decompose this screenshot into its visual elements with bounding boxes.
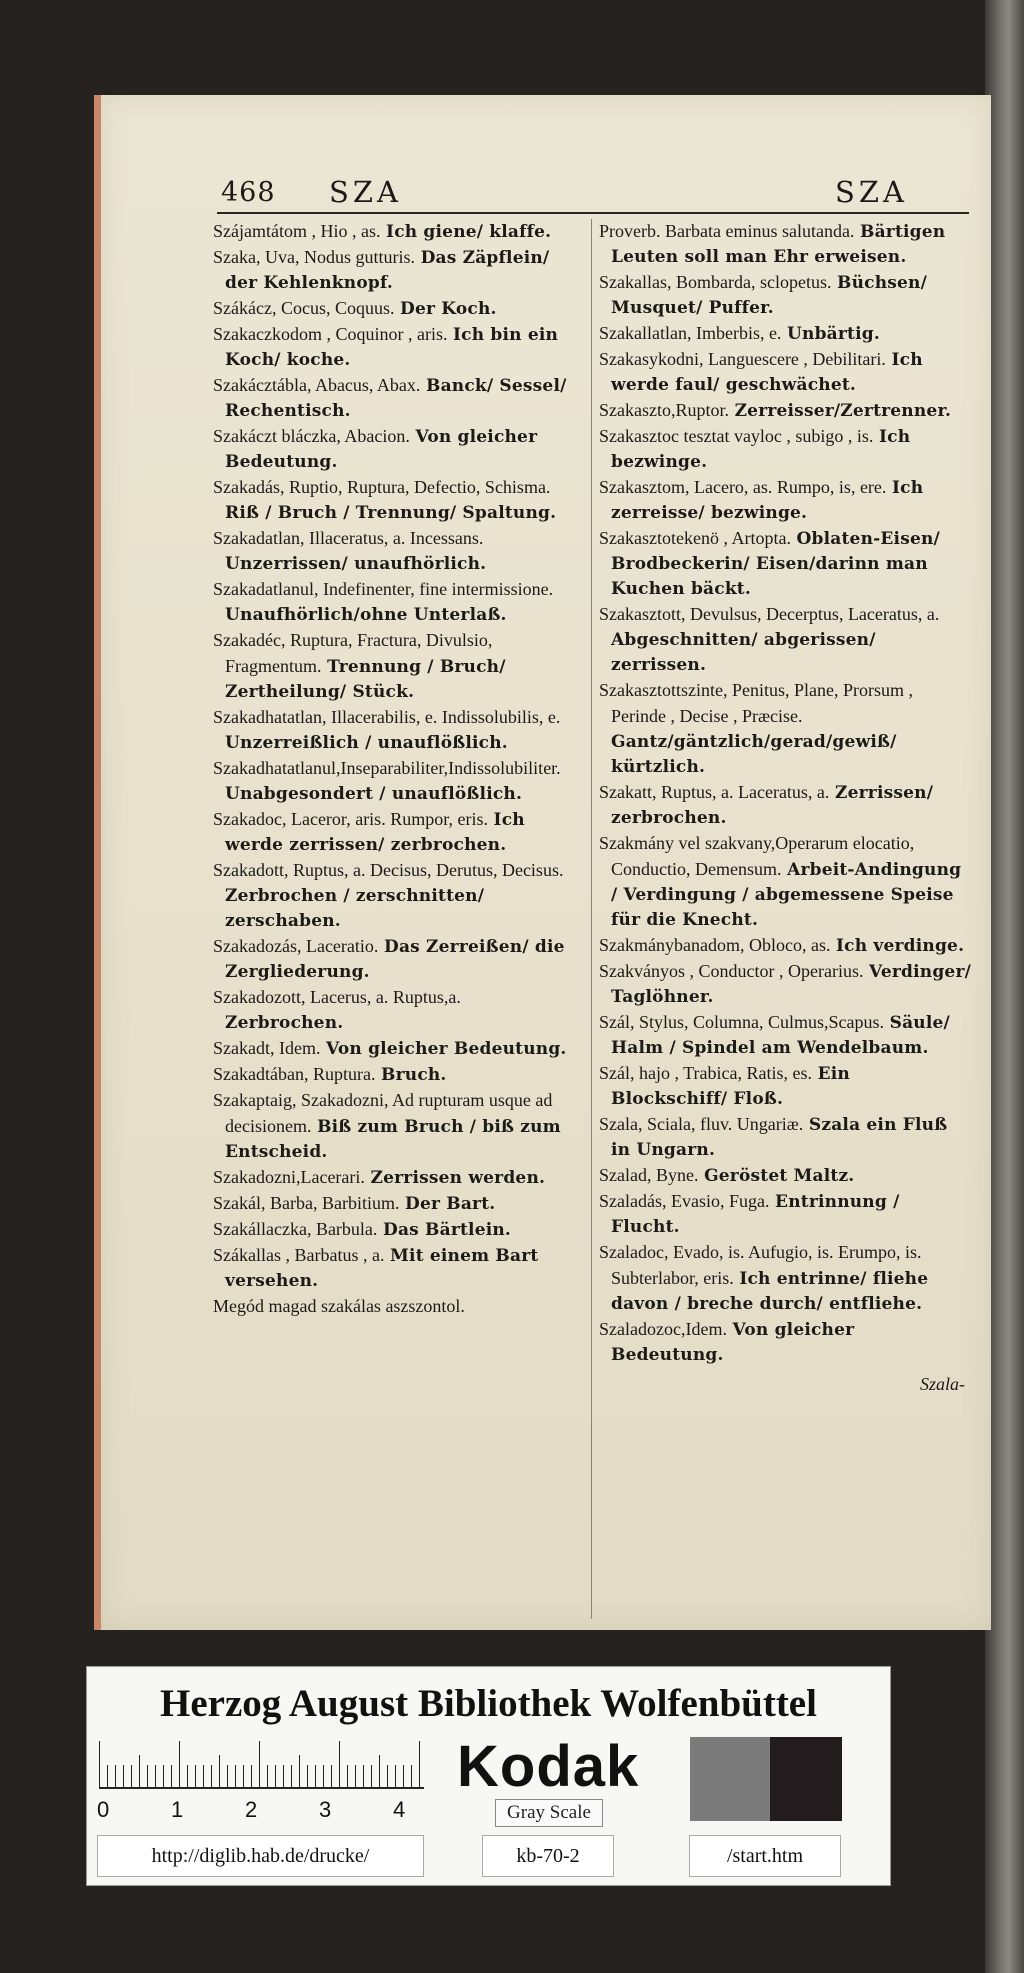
entry-german: Ich bezwinge.	[611, 427, 911, 472]
entry-german: Banck/ Sessel/ Rechentisch.	[225, 376, 567, 421]
entry-german: Von gleicher Bedeutung.	[611, 1320, 855, 1365]
dictionary-entry	[213, 1062, 577, 1088]
entry-latin: Szál, hajo , Trabica, Ratis, es.	[599, 1063, 812, 1083]
entry-latin: Szakadatlan, Illaceratus, a. Incessans.	[213, 528, 484, 548]
dictionary-entry	[213, 1217, 577, 1243]
left-column	[213, 219, 577, 1320]
entry-german: Ich werde faul/ geschwächet.	[611, 350, 923, 395]
entry-german: Ich giene/ klaffe.	[386, 222, 552, 242]
ruler-number: 0	[97, 1797, 110, 1822]
entry-latin: Szakasztotekenö , Artopta.	[599, 528, 791, 548]
running-header	[221, 175, 961, 215]
entry-latin: Szakmány vel szakvany,Operarum elocatio, Conductio, Demensum.	[599, 833, 915, 879]
ruler-tick	[259, 1741, 260, 1787]
page-number: 468	[221, 177, 276, 208]
entry-latin: Szaladozoc,Idem.	[599, 1319, 727, 1339]
entry-german: Zerrissen/ zerbrochen.	[611, 783, 934, 828]
ruler-tick	[235, 1765, 236, 1787]
dictionary-entry	[599, 1061, 971, 1112]
entry-latin: Szakasztom, Lacero, as. Rumpo, is, ere.	[599, 477, 887, 497]
url-base: http://diglib.hab.de/drucke/	[97, 1835, 424, 1877]
entry-german: Unzerrissen/ unaufhörlich.	[225, 554, 487, 574]
entry-latin: Szakadoc, Laceror, aris. Rumpor, eris.	[213, 809, 488, 829]
gray-scale-label: Gray Scale	[495, 1799, 603, 1827]
entry-german: Ich entrinne/ fliehe davon / breche durch/ entfliehe.	[611, 1269, 929, 1314]
entry-latin: Szákácz, Cocus, Coquus.	[213, 298, 395, 318]
ruler-tick	[339, 1741, 340, 1787]
entry-german: Ich bin ein Koch/ koche.	[225, 325, 559, 370]
dictionary-entry	[213, 424, 577, 475]
entry-latin: Szalad, Byne.	[599, 1165, 699, 1185]
entry-latin: Szakallas, Bombarda, sclopetus.	[599, 272, 832, 292]
entry-german: Biß zum Bruch / biß zum Entscheid.	[225, 1117, 561, 1162]
dictionary-entry	[213, 219, 577, 245]
entry-latin: Szakmánybanadom, Obloco, as.	[599, 935, 831, 955]
ruler-tick	[395, 1765, 396, 1787]
entry-german: Ich werde zerrissen/ zerbrochen.	[225, 810, 525, 855]
ruler-tick	[163, 1765, 164, 1787]
entry-german: Arbeit-Andingung / Verdingung / abgemessene Speise für die Knecht.	[611, 860, 962, 930]
ruler-number: 3	[319, 1797, 332, 1822]
dictionary-entry	[213, 756, 577, 807]
dictionary-entry	[599, 475, 971, 526]
ruler-tick	[195, 1765, 196, 1787]
entry-latin: Szakadozni,Lacerari.	[213, 1167, 365, 1187]
entry-latin: Szakaszto,Ruptor.	[599, 400, 729, 420]
entry-german: Der Bart.	[405, 1194, 496, 1214]
entry-german: Szala ein Fluß in Ungarn.	[611, 1115, 948, 1160]
dictionary-entry	[213, 1191, 577, 1217]
dictionary-entry	[213, 526, 577, 577]
ruler-tick	[203, 1765, 204, 1787]
header-left: SZA	[329, 175, 402, 209]
dictionary-entry	[599, 678, 971, 780]
dictionary-entry	[599, 831, 971, 933]
ruler-tick	[227, 1765, 228, 1787]
ruler-scale	[99, 1739, 424, 1789]
entry-latin: Szakállaczka, Barbula.	[213, 1219, 378, 1239]
ruler-tick	[283, 1765, 284, 1787]
header-rule	[217, 212, 969, 214]
entry-german: Das Bärtlein.	[383, 1220, 512, 1240]
entry-german: Von gleicher Bedeutung.	[225, 427, 538, 472]
dictionary-entry	[213, 985, 577, 1036]
dictionary-entry	[213, 858, 577, 934]
entry-latin: Szakadhatatlanul,Inseparabiliter,Indissolubiliter.	[213, 758, 561, 778]
dictionary-entry	[213, 1294, 577, 1320]
dictionary-entry	[213, 296, 577, 322]
ruler-tick	[299, 1755, 300, 1787]
right-column	[599, 219, 971, 1397]
entry-german: Der Koch.	[400, 299, 497, 319]
ruler-tick	[323, 1765, 324, 1787]
ruler-tick	[211, 1765, 212, 1787]
ruler-tick	[275, 1765, 276, 1787]
ruler-tick	[155, 1765, 156, 1787]
entry-latin: Szakallatlan, Imberbis, e.	[599, 323, 782, 343]
dictionary-entry	[599, 1189, 971, 1240]
dictionary-entry	[599, 1112, 971, 1163]
entry-latin: Szakasykodni, Languescere , Debilitari.	[599, 349, 886, 369]
entry-latin: Szakasztott, Devulsus, Decerptus, Laceratus, a.	[599, 604, 940, 624]
dictionary-entry	[213, 934, 577, 985]
dictionary-entry	[599, 1163, 971, 1189]
entry-german: Zerbrochen / zerschnitten/ zerschaben.	[225, 886, 485, 931]
entry-german: Unaufhörlich/ohne Unterlaß.	[225, 605, 507, 625]
ruler-tick	[403, 1765, 404, 1787]
dictionary-entry	[213, 322, 577, 373]
ruler-number: 4	[393, 1797, 406, 1822]
ruler-tick	[171, 1765, 172, 1787]
header-right: SZA	[835, 175, 908, 209]
dictionary-entry	[213, 245, 577, 296]
entry-latin: Szakál, Barba, Barbitium.	[213, 1193, 400, 1213]
dictionary-entry	[599, 424, 971, 475]
gray-patch-dark	[770, 1737, 842, 1821]
url-start: /start.htm	[689, 1835, 841, 1877]
ruler-tick	[347, 1765, 348, 1787]
entry-german: Riß / Bruch / Trennung/ Spaltung.	[225, 503, 557, 523]
ruler-number: 2	[245, 1797, 258, 1822]
ruler-tick	[243, 1765, 244, 1787]
entry-german: Säule/ Halm / Spindel am Wendelbaum.	[611, 1013, 950, 1058]
ruler-numbers	[97, 1797, 437, 1827]
entry-german: Das Zäpflein/ der Kehlenknopf.	[225, 248, 550, 293]
gray-patch-mid	[690, 1737, 770, 1821]
entry-german: Unbärtig.	[787, 324, 880, 344]
entry-latin: Szakácztábla, Abacus, Abax.	[213, 375, 421, 395]
entry-german: Ich zerreisse/ bezwinge.	[611, 478, 924, 523]
ruler-tick	[131, 1765, 132, 1787]
entry-latin: Proverb. Barbata eminus salutanda.	[599, 221, 855, 241]
ruler-tick	[179, 1741, 180, 1787]
entry-latin: Szaladás, Evasio, Fuga.	[599, 1191, 770, 1211]
entry-latin: Szakadatlanul, Indefinenter, fine intermissione.	[213, 579, 554, 599]
entry-latin: Szakadt, Idem.	[213, 1038, 321, 1058]
ruler-tick	[139, 1755, 140, 1787]
entry-latin: Szaladoc, Evado, is. Aufugio, is. Erumpo, is. Subterlabor, eris.	[599, 1242, 922, 1288]
entry-latin: Szakadéc, Ruptura, Fractura, Divulsio, Fragmentum.	[213, 630, 493, 676]
dictionary-entry	[599, 347, 971, 398]
dictionary-entry	[213, 1036, 577, 1062]
ruler-number: 1	[171, 1797, 184, 1822]
entry-german: Unabgesondert / unauflößlich.	[225, 784, 523, 804]
entry-latin: Szakasztoc tesztat vayloc , subigo , is.	[599, 426, 874, 446]
entry-latin: Szakadtában, Ruptura.	[213, 1064, 376, 1084]
entry-german: Ein Blockschiff/ Floß.	[611, 1064, 850, 1109]
entry-german: Bärtigen Leuten soll man Ehr erweisen.	[611, 222, 946, 267]
dictionary-entry	[599, 780, 971, 831]
ruler-tick	[251, 1765, 252, 1787]
dictionary-entry	[599, 959, 971, 1010]
entry-latin: Szakadott, Ruptus, a. Decisus, Derutus, Decisus.	[213, 860, 564, 880]
entry-latin: Szakáczt bláczka, Abacion.	[213, 426, 410, 446]
dictionary-entry	[213, 1088, 577, 1165]
entry-latin: Szakasztottszinte, Penitus, Plane, Prorsum , Perinde , Decise , Præcise.	[599, 680, 913, 726]
dictionary-entry	[599, 270, 971, 321]
entry-latin: Szala, Sciala, fluv. Ungariæ.	[599, 1114, 804, 1134]
ruler-tick	[331, 1765, 332, 1787]
entry-latin: Szál, Stylus, Columna, Culmus,Scapus.	[599, 1012, 885, 1032]
dictionary-entry	[213, 705, 577, 756]
entry-german: Büchsen/ Musquet/ Puffer.	[611, 273, 928, 318]
entry-latin: Szaka, Uva, Nodus gutturis.	[213, 247, 415, 267]
url-shelfmark: kb-70-2	[482, 1835, 614, 1877]
ruler-tick	[147, 1765, 148, 1787]
ruler-tick	[411, 1765, 412, 1787]
dictionary-entry	[599, 398, 971, 424]
ruler-tick	[419, 1741, 420, 1787]
entry-german: Zerbrochen.	[225, 1013, 344, 1033]
ruler-tick	[219, 1755, 220, 1787]
ruler-tick	[291, 1765, 292, 1787]
entry-german: Verdinger/ Taglöhner.	[611, 962, 972, 1007]
entry-german: Gantz/gäntzlich/gerad/gewiß/ kürtzlich.	[611, 732, 897, 777]
dictionary-entry	[599, 219, 971, 270]
dictionary-entry	[599, 1317, 971, 1368]
ruler-tick	[379, 1755, 380, 1787]
entry-latin: Szájamtátom , Hio , as.	[213, 221, 381, 241]
ruler-tick	[99, 1741, 100, 1787]
dictionary-entry	[599, 1010, 971, 1061]
entry-german: Mit einem Bart versehen.	[225, 1246, 539, 1291]
dictionary-entry	[599, 1240, 971, 1317]
entry-latin: Megód magad szakálas aszszontol.	[213, 1296, 465, 1316]
ruler-tick	[363, 1765, 364, 1787]
entry-latin: Szakadhatatlan, Illacerabilis, e. Indissolubilis, e.	[213, 707, 561, 727]
entry-german: Zerrissen werden.	[370, 1168, 546, 1188]
dictionary-entry	[599, 602, 971, 678]
dictionary-entry	[213, 1243, 577, 1294]
entry-german: Entrinnung / Flucht.	[611, 1192, 900, 1237]
ruler-tick	[267, 1765, 268, 1787]
entry-german: Das Zerreißen/ die Zergliederung.	[225, 937, 565, 982]
entry-latin: Szakatt, Ruptus, a. Laceratus, a.	[599, 782, 830, 802]
entry-latin: Szakványos , Conductor , Operarius.	[599, 961, 864, 981]
entry-german: Unzerreißlich / unauflößlich.	[225, 733, 508, 753]
dictionary-entry	[213, 807, 577, 858]
entry-german: Oblaten-Eisen/ Brodbeckerin/ Eisen/darinn man Kuchen bäckt.	[611, 529, 940, 599]
entry-german: Von gleicher Bedeutung.	[326, 1039, 567, 1059]
entry-german: Zerreisser/Zertrenner.	[734, 401, 952, 421]
ruler-tick	[387, 1765, 388, 1787]
dictionary-entry	[213, 475, 577, 526]
entry-latin: Szakadozott, Lacerus, a. Ruptus,a.	[213, 987, 461, 1007]
entry-latin: Szakadás, Ruptio, Ruptura, Defectio, Schisma.	[213, 477, 551, 497]
dictionary-entry	[599, 526, 971, 602]
entry-german: Geröstet Maltz.	[704, 1166, 855, 1186]
dictionary-entry	[213, 628, 577, 705]
entry-german: Abgeschnitten/ abgerissen/ zerrissen.	[611, 630, 876, 675]
ruler-tick	[187, 1765, 188, 1787]
entry-german: Trennung / Bruch/ Zertheilung/ Stück.	[225, 657, 506, 702]
entry-german: Ich verdinge.	[836, 936, 965, 956]
dictionary-entry	[213, 373, 577, 424]
color-target-card	[86, 1666, 891, 1886]
ruler-tick	[315, 1765, 316, 1787]
column-divider	[591, 219, 592, 1619]
entry-latin: Szakaczkodom , Coquinor , aris.	[213, 324, 448, 344]
entry-latin: Szakadozás, Laceratio.	[213, 936, 379, 956]
library-title: Herzog August Bibliothek Wolfenbüttel	[160, 1682, 817, 1725]
entry-german: Bruch.	[381, 1065, 447, 1085]
dictionary-entry	[213, 577, 577, 628]
book-page	[94, 95, 991, 1630]
ruler-tick	[371, 1765, 372, 1787]
ruler-tick	[115, 1765, 116, 1787]
dictionary-entry	[599, 321, 971, 347]
ruler-tick	[123, 1765, 124, 1787]
ruler-tick	[307, 1765, 308, 1787]
entry-latin: Szákallas , Barbatus , a.	[213, 1245, 385, 1265]
catchword: Szala-	[920, 1374, 965, 1394]
dictionary-entry	[213, 1165, 577, 1191]
kodak-logo: Kodak	[457, 1734, 640, 1799]
ruler-tick	[107, 1765, 108, 1787]
dictionary-entry	[599, 933, 971, 959]
ruler-tick	[355, 1765, 356, 1787]
entry-latin: Szakaptaig, Szakadozni, Ad rupturam usque ad decisionem.	[213, 1090, 553, 1136]
